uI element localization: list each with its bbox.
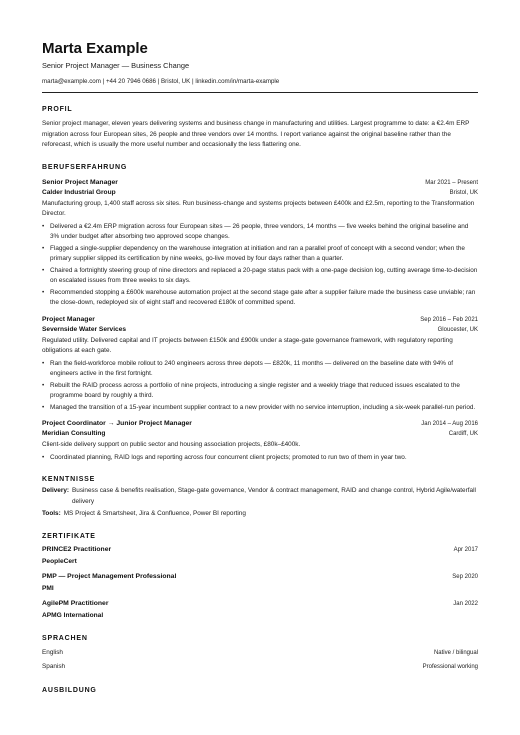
- section-title-languages: SPRACHEN: [42, 634, 88, 642]
- certification-issuer: PeopleCert: [42, 557, 77, 565]
- job-entry: [42, 315, 478, 414]
- job-bullet: • Rebuilt the RAID process across a portfolio of nine projects, introducing a single register and a weekly triage that reduced issues escalated to the programme board by roughly a third.: [42, 381, 478, 402]
- certification-entry: [42, 544, 478, 568]
- language-level: Native / bilingual: [433, 649, 478, 656]
- certification-date: Apr 2017: [453, 546, 478, 553]
- skill-label: Tools:: [42, 510, 61, 517]
- skill-text: MS Project & Smartsheet, Jira & Confluence, Power BI reporting: [63, 510, 246, 517]
- section-title-experience: BERUFSERFAHRUNG: [42, 163, 128, 171]
- job-title: Project Manager: [42, 315, 95, 323]
- language-row: [42, 646, 478, 660]
- section-title-profile: PROFIL: [42, 106, 73, 113]
- header-divider: [42, 92, 478, 93]
- language-row: [42, 660, 478, 674]
- job-dates: Sep 2016 – Feb 2021: [420, 316, 478, 323]
- job-bullet: • Ran the field-workforce mobile rollout to 240 engineers across three depots — £820k, 11 months — delivered on the baseline date with 94% of engineers active in the first fortnight.: [42, 359, 478, 380]
- language-level: Professional working: [422, 663, 478, 670]
- job-entry: [42, 419, 478, 463]
- skill-row: [42, 509, 478, 520]
- job-bullets: [42, 222, 478, 309]
- job-title: Senior Project Manager: [42, 178, 118, 186]
- certification-name: PMP — Project Management Professional: [42, 572, 177, 580]
- section-title-education: AUSBILDUNG: [42, 686, 97, 694]
- candidate-headline: Senior Project Manager — Business Change: [42, 61, 190, 70]
- job-dates: Jan 2014 – Aug 2016: [421, 421, 478, 427]
- skill-text: Business case & benefits realisation, Stage-gate governance, Vendor & contract management, RAID and change control, Hybrid Agile/waterfall delivery: [72, 487, 476, 505]
- skill-row: [42, 486, 478, 507]
- job-bullet: • Delivered a €2.4m ERP migration across four European sites — 26 people, three vendors, 14 months — five weeks behind the original baseline and 3% under budget after absorbing two approved scope changes.: [42, 222, 478, 243]
- certification-date: Jan 2022: [453, 600, 478, 607]
- certification-date: Sep 2020: [452, 573, 478, 580]
- job-bullets: [42, 453, 478, 464]
- profile-summary: Senior project manager, eleven years delivering systems and business change in manufacturing and utilities. Largest programme to date: a €2.4m ERP migration across four European sites, 26 people and three vendors over 14 months. I report variance against the original baseline rather than the reforecast, which is usually the more useful number and occasionally the less flattering one.: [42, 120, 470, 148]
- candidate-name: Marta Example: [42, 40, 148, 57]
- job-title: Project Coordinator → Junior Project Manager: [42, 420, 192, 427]
- job-location: Bristol, UK: [449, 189, 478, 196]
- job-entry: [42, 178, 478, 309]
- job-summary: Regulated utility. Delivered capital and IT projects between £150k and £900k under a stage-gate governance framework, with regulatory reporting obligations at each gate.: [42, 336, 453, 354]
- contact-line: marta@example.com | +44 20 7946 0686 | Bristol, UK | linkedin.com/in/marta-example: [42, 78, 280, 85]
- job-location: Cardiff, UK: [448, 431, 478, 437]
- skill-label: Delivery:: [42, 487, 69, 494]
- language-name: English: [42, 648, 63, 656]
- job-bullets: [42, 359, 478, 414]
- job-bullet: • Chaired a fortnightly steering group of nine directors and replaced a 20-page status pack with a one-page decision log, cutting average time-to-decision on escalated issues from three weeks to six days.: [42, 266, 478, 287]
- section-title-certifications: ZERTIFIKATE: [42, 532, 96, 540]
- certification-issuer: PMI: [42, 584, 54, 592]
- section-title-skills: KENNTNISSE: [42, 476, 96, 483]
- job-summary: Client-side delivery support on public sector and housing association projects, £80k–£400k.: [42, 441, 301, 448]
- job-employer: Severnside Water Services: [42, 325, 127, 333]
- job-employer: Calder Industrial Group: [42, 188, 116, 196]
- certification-name: AgilePM Practitioner: [42, 599, 109, 607]
- job-summary: Manufacturing group, 1,400 staff across six sites. Run business-change and systems projects between £400k and £2.5m, reporting to the Transformation Director.: [42, 199, 475, 217]
- certification-issuer: APMG International: [42, 611, 104, 619]
- certification-name: PRINCE2 Practitioner: [42, 545, 112, 553]
- job-bullet: • Recommended stopping a £600k warehouse automation project at the second stage gate after a supplier failure made the business case unviable; ran the close-down, redeployed six of eight staff and recovered £180k of committed spend.: [42, 288, 478, 309]
- job-bullet: • Flagged a single-supplier dependency on the warehouse integration at initiation and ran a parallel proof of concept with a second vendor; when the primary supplier slipped its certification by nine weeks, go-live moved by four days rather than a quarter.: [42, 244, 478, 265]
- language-name: Spanish: [42, 662, 66, 670]
- certification-entry: [42, 598, 478, 622]
- job-bullet: • Coordinated planning, RAID logs and reporting across four concurrent client projects; promoted to run two of them in year two.: [42, 453, 478, 464]
- job-dates: Mar 2021 – Present: [425, 179, 478, 186]
- job-location: Gloucester, UK: [437, 326, 478, 333]
- certification-entry: [42, 571, 478, 595]
- job-employer: Meridian Consulting: [42, 430, 106, 437]
- job-bullet: • Managed the transition of a 15-year incumbent supplier contract to a new provider with no service interruption, including a six-week parallel-run period.: [42, 403, 478, 414]
